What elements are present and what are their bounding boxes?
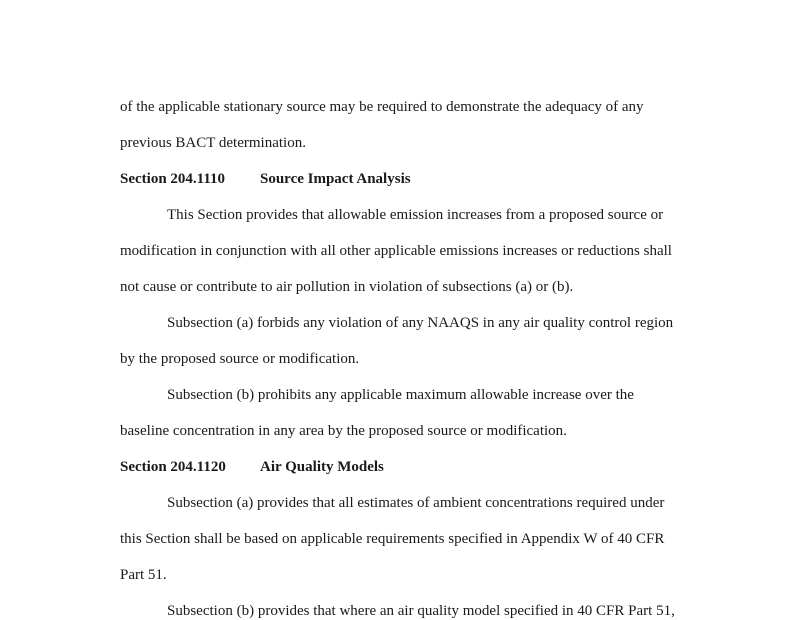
body-text-line: Subsection (a) forbids any violation of any NAAQS in any air quality control region bbox=[167, 315, 674, 331]
body-text-line: of the applicable stationary source may be required to demonstrate the adequacy of any bbox=[120, 99, 644, 115]
body-text-line: Subsection (b) provides that where an air quality model specified in 40 CFR Part 51, bbox=[167, 603, 675, 619]
body-text-line: Subsection (a) provides that all estimates of ambient concentrations required under bbox=[167, 495, 665, 511]
section-number: Section 204.1120 bbox=[120, 459, 226, 475]
section-heading bbox=[120, 170, 411, 188]
section-title: Source Impact Analysis bbox=[260, 171, 411, 187]
body-text-line: not cause or contribute to air pollution in violation of subsections (a) or (b). bbox=[120, 279, 574, 295]
section-number: Section 204.1110 bbox=[120, 171, 226, 187]
section-heading bbox=[120, 458, 384, 476]
body-text-line: Part 51. bbox=[120, 567, 167, 583]
body-text-line: baseline concentration in any area by the proposed source or modification. bbox=[120, 423, 567, 439]
section-title: Air Quality Models bbox=[260, 459, 384, 475]
body-text-line: Subsection (b) prohibits any applicable maximum allowable increase over the bbox=[167, 387, 634, 403]
body-text-line: this Section shall be based on applicable requirements specified in Appendix W of 40 CFR bbox=[120, 531, 665, 547]
body-text-line: by the proposed source or modification. bbox=[120, 351, 360, 367]
body-text-line: previous BACT determination. bbox=[120, 135, 306, 151]
body-text-line: modification in conjunction with all other applicable emissions increases or reductions shall bbox=[120, 243, 672, 259]
body-text-line: This Section provides that allowable emission increases from a proposed source or bbox=[167, 207, 664, 223]
